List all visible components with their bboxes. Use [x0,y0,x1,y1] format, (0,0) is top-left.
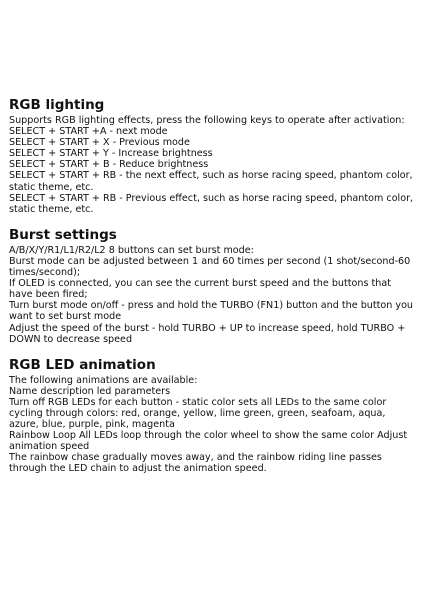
text-line: Turn burst mode on/off - press and hold the TURBO (FN1) button and the button you want to set burst mode [9,300,414,323]
text-line: Adjust the speed of the burst - hold TURBO + UP to increase speed, hold TURBO + DOWN to decrease speed [9,322,406,345]
text-line: Supports RGB lighting effects, press the following keys to operate after activation: [9,115,405,126]
text-line: SELECT + START + RB - Previous effect, such as horse racing speed, phantom color, static theme, etc. [9,192,414,215]
section-rgb-led-animation [9,357,417,475]
section-burst-settings [9,227,417,345]
text-line: SELECT + START + RB - the next effect, such as horse racing speed, phantom color, static theme, etc. [9,170,413,193]
text-line: SELECT + START +A - next mode [9,126,168,138]
text-line: A/B/X/Y/R1/L1/R2/L2 8 buttons can set burst mode: [9,244,254,256]
section-rgb-lighting [9,97,417,215]
text-line: Name description led parameters [9,385,171,397]
text-line: Rainbow Loop All LEDs loop through the color wheel to show the same color Adjust animation speed [9,430,408,453]
section-title: RGB LED animation [9,356,156,373]
section-title: RGB lighting [9,97,105,113]
text-line: SELECT + START + Y - Increase brightness [9,148,213,160]
text-line: SELECT + START + B - Reduce brightness [9,159,209,171]
text-line: Turn off RGB LEDs for each button - static color sets all LEDs to the same color cycling through colors: red, orange, yellow, lime green, green, seafoam, aqua, azure, blue, purple, pink, magenta [9,396,387,431]
text-line: SELECT + START + X - Previous mode [9,137,190,149]
text-line: If OLED is connected, you can see the current burst speed and the buttons that have been fired; [9,278,391,301]
document [9,97,417,475]
text-line: The following animations are available: [9,374,198,386]
text-line: Burst mode can be adjusted between 1 and 60 times per second (1 shot/second-60 times/second); [9,255,411,279]
section-title: Burst settings [9,226,117,243]
text-line: The rainbow chase gradually moves away, and the rainbow riding line passes through the LED chain to adjust the animation speed. [9,452,382,475]
